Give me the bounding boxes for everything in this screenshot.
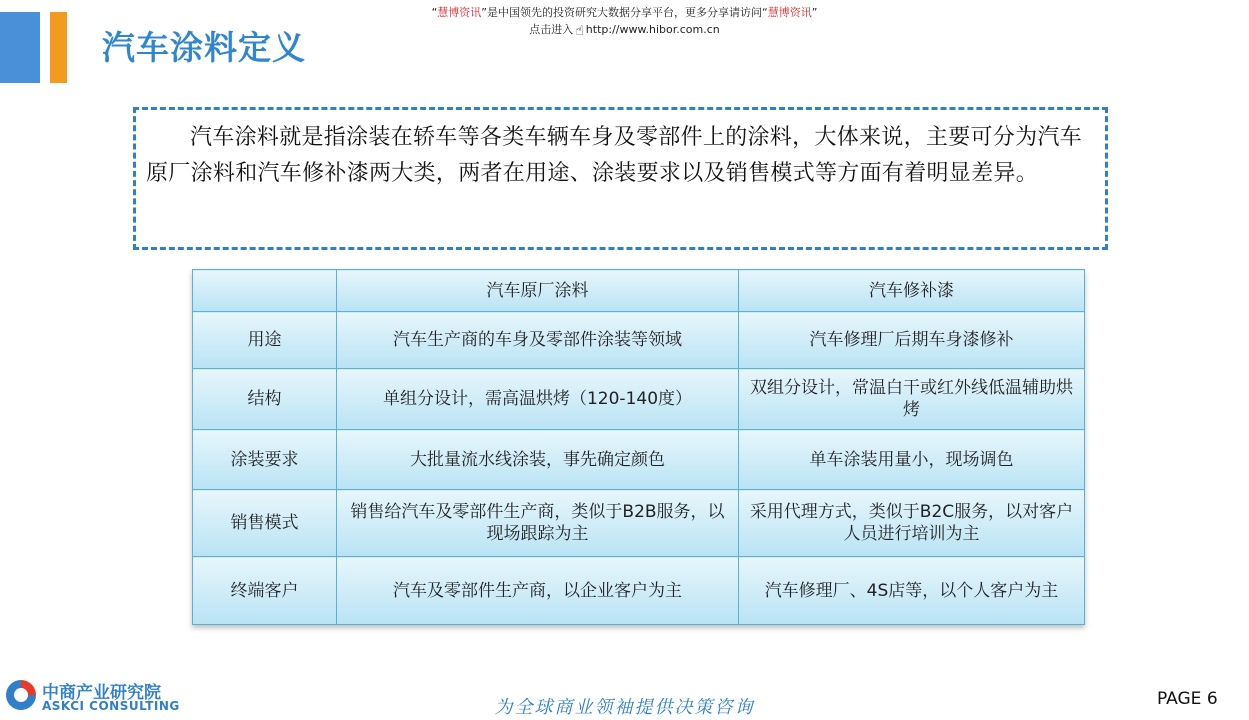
intro-box: [133, 107, 1108, 250]
table-row: [193, 557, 1085, 625]
table-row-label: 结构: [193, 369, 337, 430]
table-cell: 汽车修理厂、4S店等，以个人客户为主: [739, 557, 1085, 625]
table-row: [193, 369, 1085, 430]
pointer-hand-icon: ☝: [575, 23, 584, 39]
table-header-cell: 汽车原厂涂料: [337, 270, 739, 312]
watermark-url-link[interactable]: http://www.hibor.com.cn: [585, 23, 720, 36]
watermark-brand[interactable]: 慧博资讯: [437, 6, 482, 19]
logo-name-cn: 中商产业研究院: [42, 683, 161, 703]
footer-slogan: 为全球商业领袖提供决策咨询: [494, 697, 755, 718]
watermark-line-1: [0, 4, 1249, 20]
table-header-row: [193, 270, 1085, 312]
table-row: [193, 430, 1085, 490]
table-row-label: 终端客户: [193, 557, 337, 625]
watermark-text: “: [431, 6, 438, 19]
table-header-cell: [193, 270, 337, 312]
watermark-enter-text[interactable]: 点击进入: [529, 23, 574, 36]
watermark-text: ”是中国领先的投资研究大数据分享平台，更多分享请访问“: [481, 6, 768, 19]
table-cell: 大批量流水线涂装，事先确定颜色: [337, 430, 739, 490]
table-cell: 汽车生产商的车身及零部件涂装等领域: [337, 312, 739, 369]
table-row-label: 用途: [193, 312, 337, 369]
table-row: [193, 490, 1085, 557]
logo-name-en: ASKCI CONSULTING: [42, 699, 180, 713]
table-cell: 销售给汽车及零部件生产商，类似于B2B服务，以现场跟踪为主: [337, 490, 739, 557]
table-row: [193, 312, 1085, 369]
table-cell: 单车涂装用量小，现场调色: [739, 430, 1085, 490]
table-row-label: 销售模式: [193, 490, 337, 557]
page-title: 汽车涂料定义: [102, 28, 306, 67]
table-header-cell: 汽车修补漆: [739, 270, 1085, 312]
page-number: PAGE 6: [1157, 689, 1218, 709]
comparison-table: [192, 269, 1085, 625]
watermark-text: ”: [811, 6, 818, 19]
table-cell: 汽车修理厂后期车身漆修补: [739, 312, 1085, 369]
intro-text: 汽车涂料就是指涂装在轿车等各类车辆车身及零部件上的涂料，大体来说，主要可分为汽车原厂涂料和汽车修补漆两大类，两者在用途、涂装要求以及销售模式等方面有着明显差异。: [146, 125, 1083, 186]
table-cell: 双组分设计，常温白干或红外线低温辅助烘烤: [739, 369, 1085, 430]
table-row-label: 涂装要求: [193, 430, 337, 490]
table-cell: 采用代理方式，类似于B2C服务，以对客户人员进行培训为主: [739, 490, 1085, 557]
watermark-brand[interactable]: 慧博资讯: [767, 6, 812, 19]
table-cell: 单组分设计，需高温烘烤（120-140度）: [337, 369, 739, 430]
table-cell: 汽车及零部件生产商，以企业客户为主: [337, 557, 739, 625]
